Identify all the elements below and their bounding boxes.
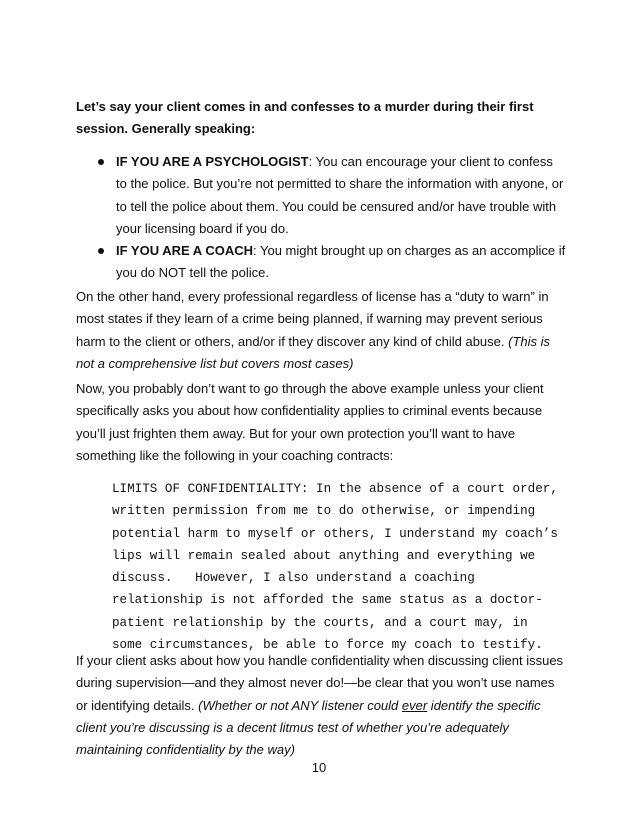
supervision-text: If your client asks about how you handle confidentiality when discussing client issues during supervision—and they almost never do!—be clear that you won’t use names or identifying details.: [76, 653, 564, 713]
contract-clause-block: [112, 478, 562, 656]
supervision-italic-underlined: ever: [401, 697, 428, 713]
contract-line: written permission from me to do otherwise, or impending: [112, 504, 536, 519]
bullet-item-psychologist: [96, 151, 566, 240]
bullet-icon: [98, 159, 104, 165]
bullet-item-coach: [96, 240, 566, 285]
contract-line: LIMITS OF CONFIDENTIALITY: In the absence of a court order,: [112, 482, 558, 496]
contract-line: relationship is not afforded the same status as a doctor-: [112, 593, 543, 608]
duty-text: On the other hand, every professional regardless of license has a “duty to warn” in most states if they learn of a crime being planned, if warning may prevent serious harm to the client or others, and/or if they discover any kind of child abuse.: [76, 289, 549, 349]
contract-intro-paragraph: [76, 378, 566, 467]
contract-line: discuss. However, I also understand a coaching: [112, 571, 475, 586]
intro-text: Let’s say your client comes in and confesses to a murder during their first session. Generally speaking:: [76, 99, 534, 137]
supervision-italic-a: (Whether or not ANY listener could: [198, 697, 402, 713]
page-number: 10: [311, 760, 327, 775]
intro-paragraph: [76, 96, 566, 141]
bullet-text: : You can encourage your client to confess to the police. But you’re not permitted to share the information with anyone, or to tell the police about them. You could be censured and/or have trouble with your licensing board if you do.: [116, 154, 564, 236]
supervision-italic-b: identify the specific client you’re discussing is a decent litmus test of whether you’re adequately maintaining confidentiality by the way): [76, 697, 541, 758]
duty-italic-note: (This is not a comprehensive list but covers most cases): [76, 333, 551, 371]
now-text: Now, you probably don’t want to go through the above example unless your client specifically asks you about how confidentiality applies to criminal events because you’ll just frighten them away. But for your own protection you’ll want to have something like the following in your coaching contracts:: [76, 381, 544, 463]
contract-line: lips will remain sealed about anything and everything we: [112, 548, 536, 563]
supervision-paragraph: [76, 650, 566, 761]
contract-line: potential harm to myself or others, I understand my coach’s: [112, 526, 558, 541]
bullet-label: IF YOU ARE A COACH: [116, 243, 253, 259]
bullet-label: IF YOU ARE A PSYCHOLOGIST: [116, 154, 309, 169]
contract-line: patient relationship by the courts, and a court may, in: [112, 615, 528, 630]
duty-to-warn-paragraph: [76, 286, 566, 375]
contract-line: some circumstances, be able to force my coach to testify.: [112, 638, 543, 653]
bullet-text: : You might brought up on charges as an accomplice if you do NOT tell the police.: [116, 243, 566, 281]
bullet-icon: [98, 248, 104, 254]
bullet-list: [96, 151, 566, 285]
